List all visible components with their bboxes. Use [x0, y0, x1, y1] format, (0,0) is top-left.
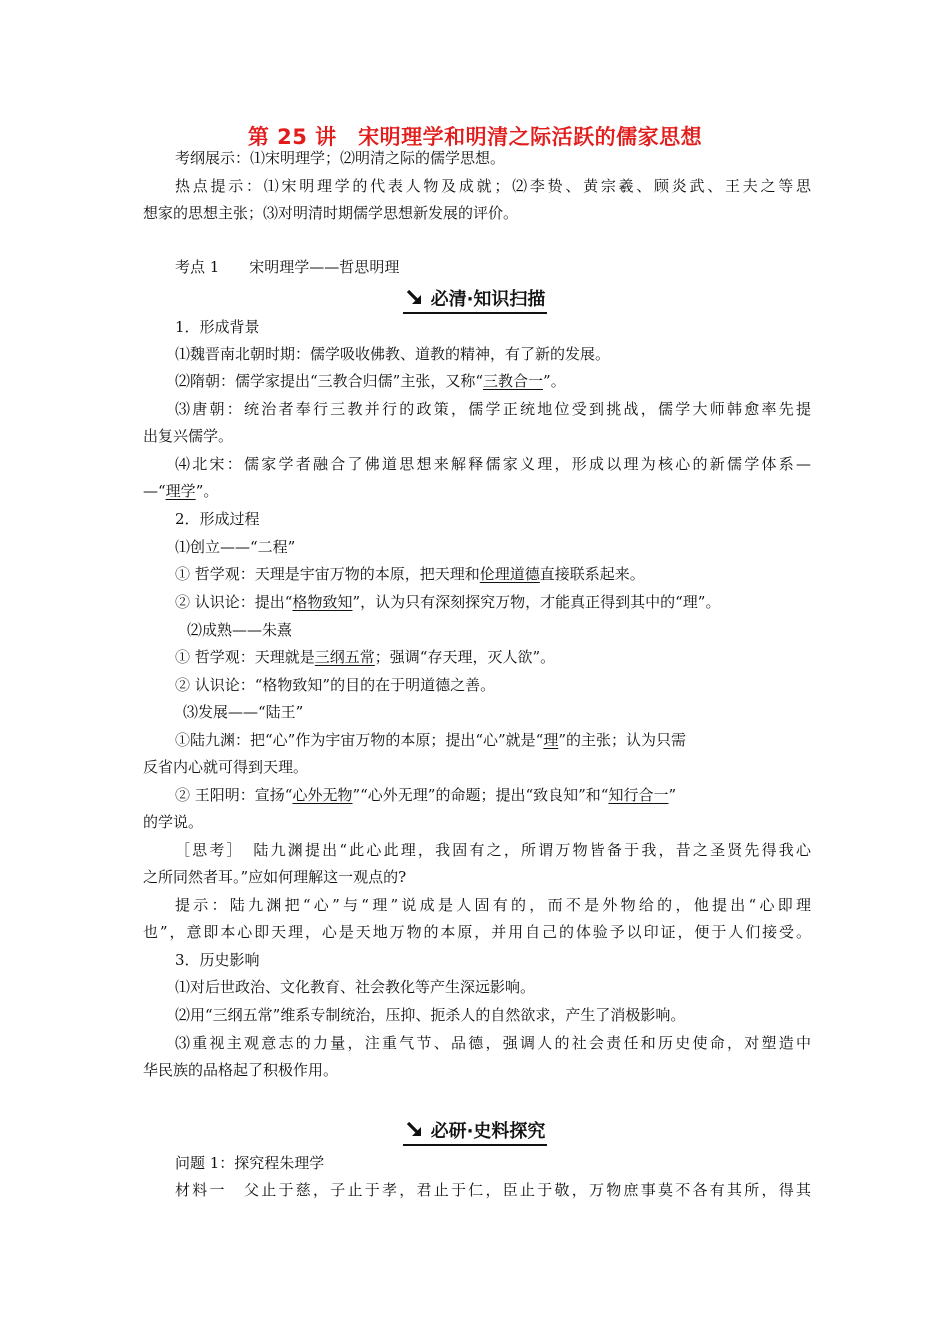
think-question-continued: 之所同然者耳。”应如何理解这一观点的? — [143, 868, 407, 886]
paragraph — [143, 371, 811, 391]
underlined-term: 格物致知 — [292, 593, 353, 611]
underlined-term: 三纲五常 — [314, 648, 375, 666]
section-title: 必研·史料探究 — [430, 1121, 546, 1142]
kaodian-heading: 考点 1 宋明理学——哲思明理 — [175, 258, 400, 276]
text-span: ”的主张；认为只需 — [558, 731, 687, 749]
paragraph-continued — [143, 481, 811, 501]
paragraph-continued: 出复兴儒学。 — [143, 427, 234, 445]
section-heading-knowledge-scan — [0, 285, 950, 314]
text-span: —“ — [143, 482, 166, 500]
heading-background: 1．形成背景 — [175, 318, 260, 336]
text-span: ① 哲学观：天理就是 — [175, 648, 315, 666]
hint-answer-continued: 也”，意即本心即天理，心是天地万物的本原，并用自己的体验予以印证，便于人们接受。 — [143, 923, 811, 941]
think-question: ［思考］ 陆九渊提出“此心此理，我固有之，所谓万物皆备于我，昔之圣贤先得我心 — [175, 841, 811, 859]
arrow-down-right-icon — [405, 1121, 425, 1139]
underlined-term: 理学 — [165, 482, 196, 500]
text-span: ” — [668, 786, 677, 804]
page-title: 第 25 讲 宋明理学和明清之际活跃的儒家思想 — [247, 125, 703, 149]
hint-answer: 提示：陆九渊把“心”与“理”说成是人固有的，而不是外物给的，他提出“心即理 — [175, 896, 811, 914]
paragraph-continued: 华民族的品格起了积极作用。 — [143, 1061, 339, 1079]
arrow-down-right-icon — [405, 289, 425, 307]
hot-points-line-2: 想家的思想主张；⑶对明清时期儒学思想新发展的评价。 — [143, 204, 519, 222]
heading-process: 2．形成过程 — [175, 510, 260, 528]
text-span: 直接联系起来。 — [539, 565, 645, 583]
underlined-term: 心外无物 — [292, 786, 353, 804]
paragraph-continued: 反省内心就可得到天理。 — [143, 758, 309, 776]
paragraph — [143, 647, 811, 667]
paragraph: ⑶发展——“陆王” — [183, 703, 304, 721]
text-span: ”“心外无理”的命题；提出“致良知”和“ — [352, 786, 609, 804]
paragraph-continued: 的学说。 — [143, 813, 204, 831]
paragraph — [143, 592, 811, 612]
text-span: ①陆九渊：把“心”作为宇宙万物的本原；提出“心”就是“ — [175, 731, 544, 749]
text-span: ”。 — [543, 372, 566, 390]
text-span: ；强调“存天理，灭人欲”。 — [374, 648, 556, 666]
paragraph: ⑵用“三纲五常”维系专制统治，压抑、扼杀人的自然欲求，产生了消极影响。 — [175, 1006, 686, 1024]
underlined-term: 知行合一 — [608, 786, 669, 804]
paragraph — [143, 564, 811, 584]
underlined-term: 伦理道德 — [479, 565, 540, 583]
section-heading-material-study — [0, 1117, 950, 1146]
paragraph: ② 认识论：“格物致知”的目的在于明道德之善。 — [175, 676, 496, 694]
underlined-term: 理 — [543, 731, 559, 749]
text-span: ② 认识论：提出“ — [175, 593, 293, 611]
text-span: ② 王阳明：宣扬“ — [175, 786, 293, 804]
text-span: ① 哲学观：天理是宇宙万物的本原，把天理和 — [175, 565, 480, 583]
paragraph: ⑴创立——“二程” — [175, 538, 296, 556]
paragraph: ⑵成熟——朱熹 — [187, 621, 293, 639]
outline-line: 考纲展示：⑴宋明理学；⑵明清之际的儒学思想。 — [175, 149, 506, 167]
text-span: ⑵隋朝：儒学家提出“三教合归儒”主张，又称“ — [175, 372, 484, 390]
section-title: 必清·知识扫描 — [430, 289, 546, 310]
text-span: ”，认为只有深刻探究万物，才能真正得到其中的“理”。 — [352, 593, 721, 611]
question-heading: 问题 1：探究程朱理学 — [175, 1154, 325, 1172]
heading-influence: 3．历史影响 — [175, 951, 260, 969]
paragraph — [143, 785, 811, 805]
paragraph — [143, 730, 811, 750]
hot-points-line-1: 热点提示：⑴宋明理学的代表人物及成就；⑵李贽、黄宗羲、顾炎武、王夫之等思 — [175, 177, 811, 195]
material-text: 材料一 父止于慈，子止于孝，君止于仁，臣止于敬，万物庶事莫不各有其所，得其 — [175, 1181, 811, 1199]
paragraph: ⑶唐朝：统治者奉行三教并行的政策，儒学正统地位受到挑战，儒学大师韩愈率先提 — [175, 400, 811, 418]
paragraph: ⑴对后世政治、文化教育、社会教化等产生深远影响。 — [175, 978, 536, 996]
underlined-term: 三教合一 — [483, 372, 544, 390]
paragraph: ⑴魏晋南北朝时期：儒学吸收佛教、道教的精神，有了新的发展。 — [175, 345, 611, 363]
text-span: ”。 — [195, 482, 219, 500]
paragraph: ⑷北宋：儒家学者融合了佛道思想来解释儒家义理，形成以理为核心的新儒学体系— — [175, 455, 811, 473]
paragraph: ⑶重视主观意志的力量，注重气节、品德，强调人的社会责任和历史使命，对塑造中 — [175, 1034, 811, 1052]
